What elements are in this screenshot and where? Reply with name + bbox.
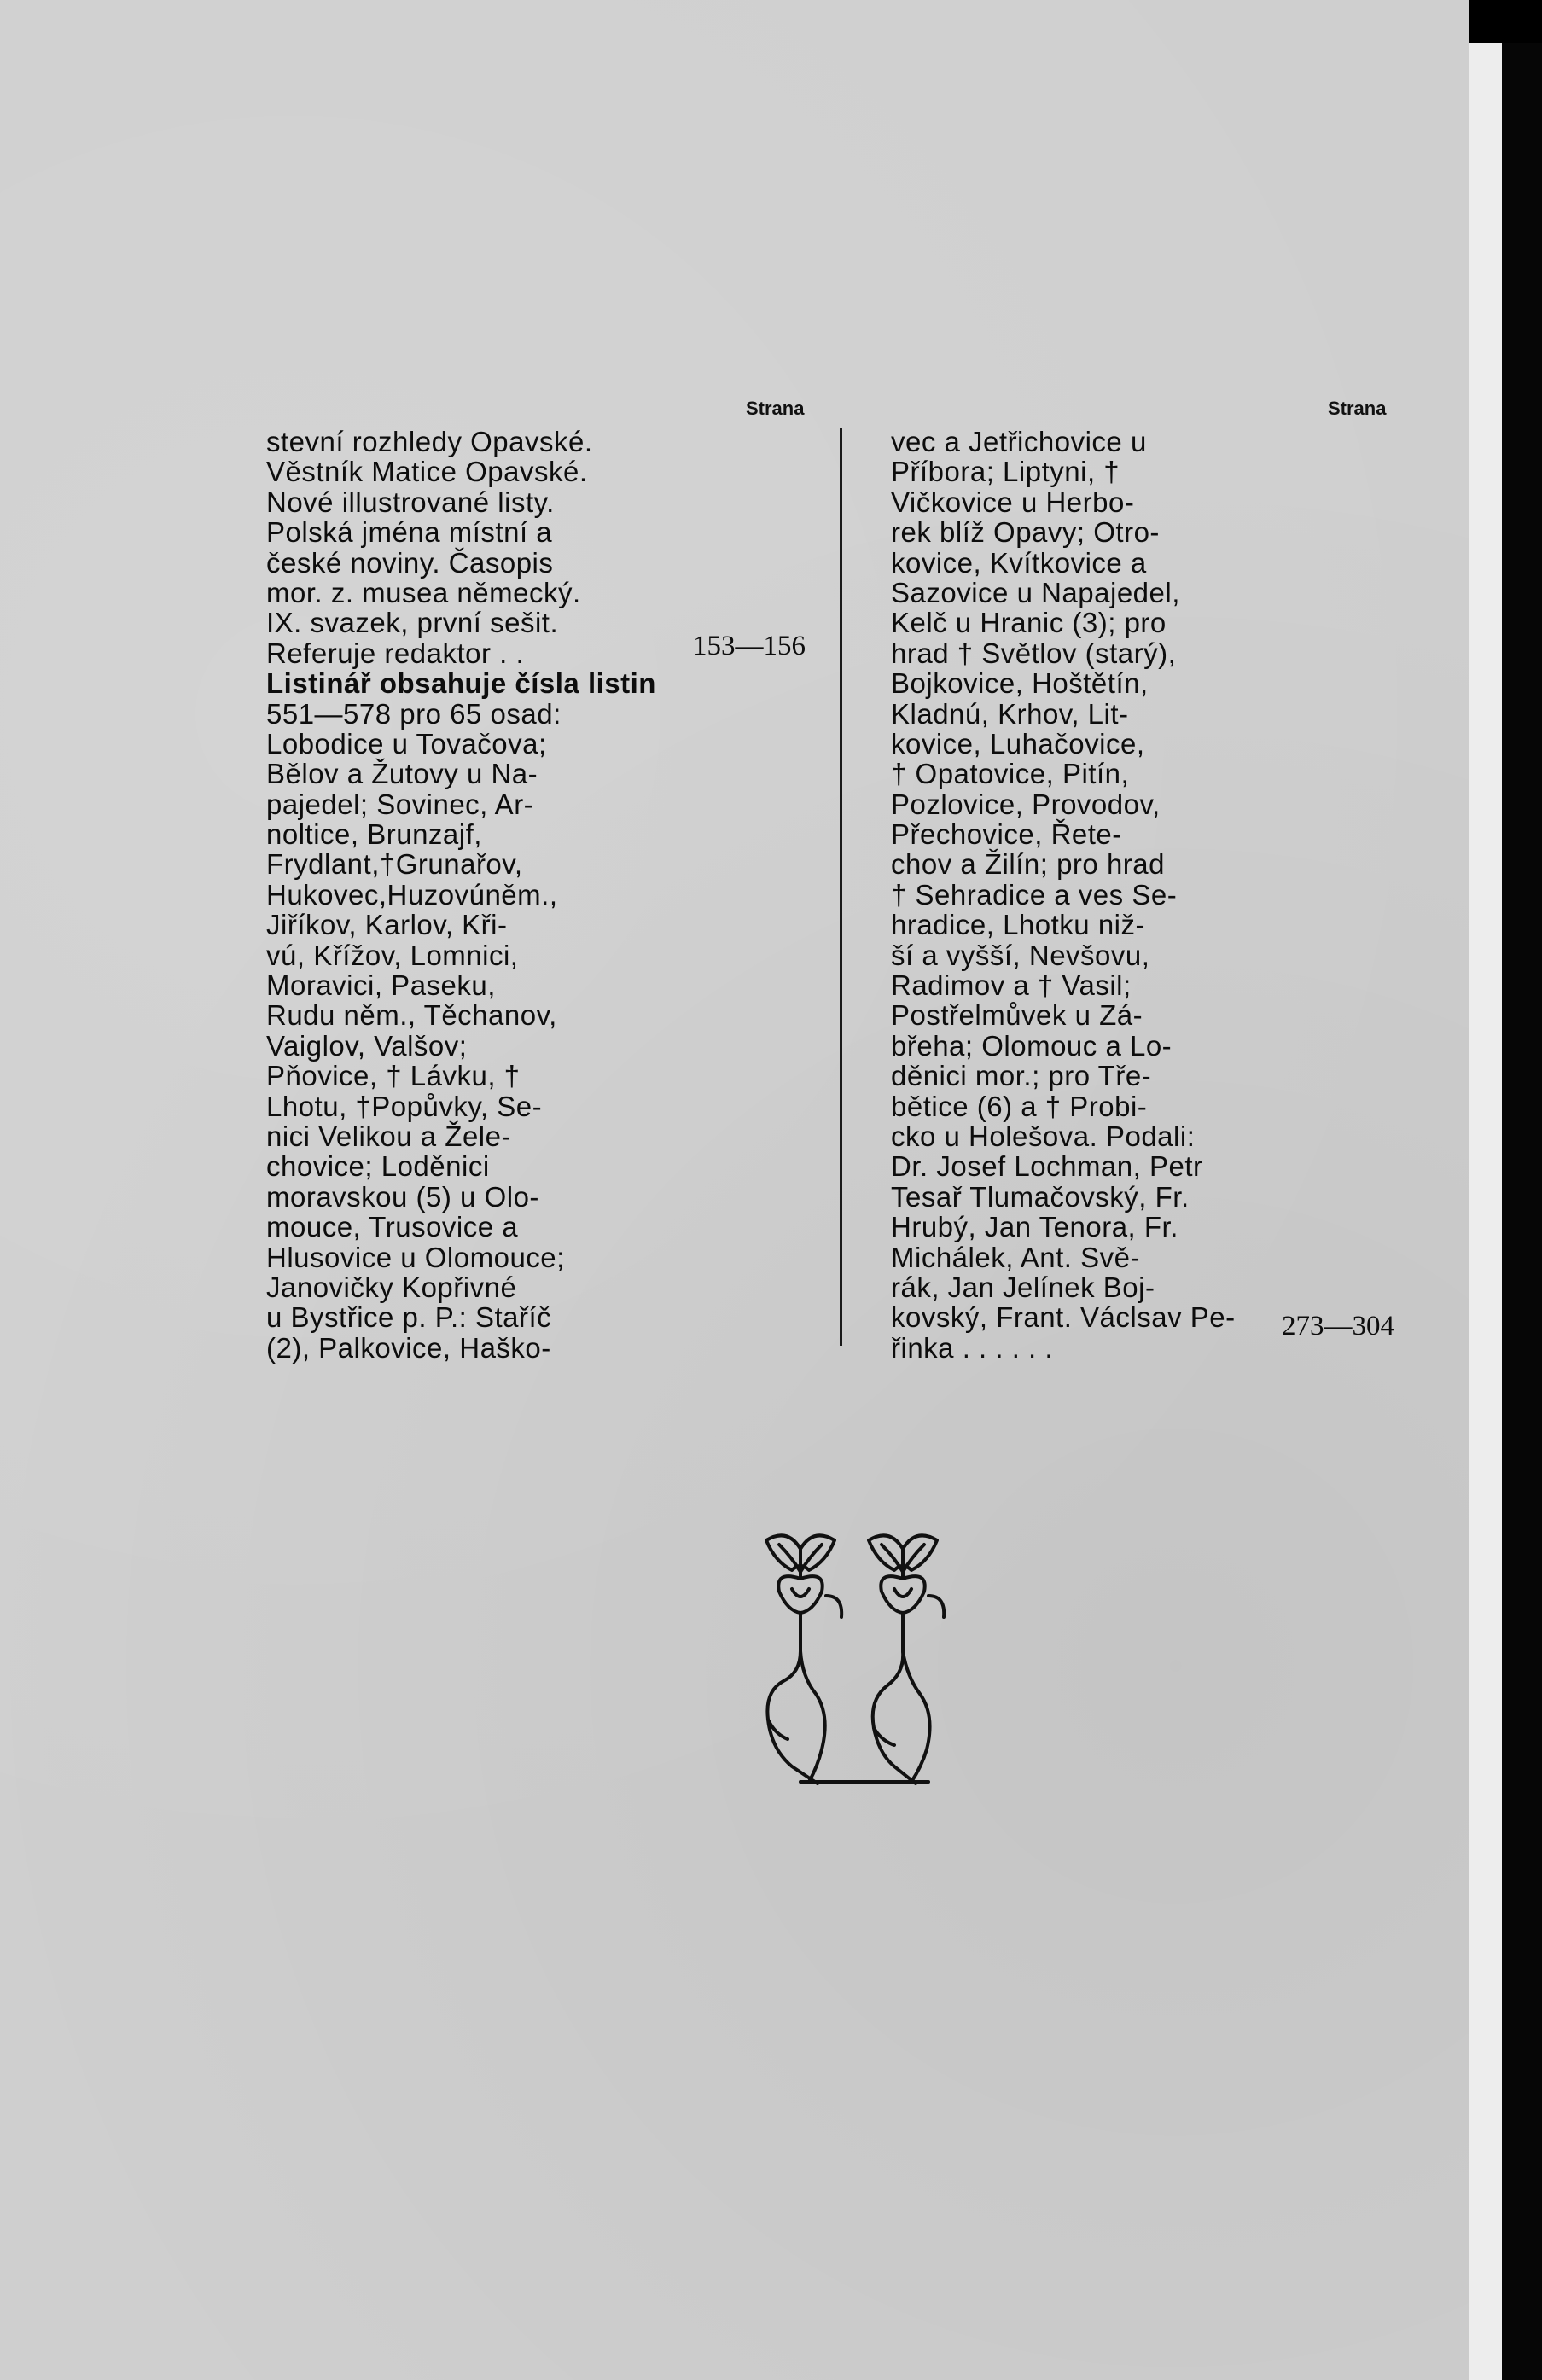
right-column-line: hradice, Lhotku niž- [891,909,1145,941]
left-column-line: Rudu něm., Těchanov, [266,999,557,1032]
left-column-line: (2), Palkovice, Haško- [266,1331,551,1364]
left-column-line: Polská jména místní a [266,516,553,549]
right-column-line: bětice (6) a † Probi- [891,1090,1148,1122]
left-column-line: Referuje redaktor . . [266,637,525,669]
left-column-line: u Bystřice p. P.: Staříč [266,1301,552,1334]
right-column-line: Vičkovice u Herbo- [891,486,1135,518]
left-column-line: stevní rozhledy Opavské. [266,426,593,457]
scan-corner [1469,0,1542,43]
right-column-line: Hrubý, Jan Tenora, Fr. [891,1211,1178,1243]
right-column-line: Sazovice u Napajedel, [891,576,1180,608]
right-column-header: Strana [1328,398,1387,419]
right-column-line: vec a Jetřichovice u [891,426,1147,457]
column-divider [840,428,842,1346]
right-column-line: Bojkovice, Hoštětín, [891,667,1149,700]
right-column-line: ší a vyšší, Nevšovu, [891,939,1150,971]
left-column-line: Bělov a Žutovy u Na- [266,758,538,790]
right-column-line: Pozlovice, Provodov, [891,788,1161,820]
left-column-line: Lhotu, †Popůvky, Se- [266,1090,543,1122]
left-column-line: mouce, Trusovice a [266,1211,519,1243]
left-column-line: 551—578 pro 65 osad: [266,697,562,730]
scan-border [1502,0,1542,2380]
left-column-header: Strana [746,398,805,419]
right-column-line: hrad † Světlov (starý), [891,637,1177,669]
left-column-line: Listinář obsahuje čísla listin [266,667,656,700]
right-column-text [891,427,1273,1363]
right-column-line: kovice, Kvítkovice a [891,546,1147,579]
left-column-line: Janovičky Kopřivné [266,1271,517,1303]
right-column-line: Kladnú, Krhov, Lit- [891,697,1129,730]
right-column-line: rek blíž Opavy; Otro- [891,516,1160,549]
right-column-line: cko u Holešova. Podali: [891,1120,1196,1152]
right-column-line: Radimov a † Vasil; [891,969,1132,1002]
right-column-line: řinka . . . . . . [891,1331,1054,1364]
left-column-line: Lobodice u Tovačova; [266,727,547,759]
right-column-line: chov a Žilín; pro hrad [891,848,1165,881]
right-column-line: Tesař Tlumačovský, Fr. [891,1180,1190,1213]
left-column-line: moravskou (5) u Olo- [266,1180,539,1213]
left-column-line: Pňovice, † Lávku, † [266,1060,521,1092]
left-column-line: Moravici, Paseku, [266,969,496,1002]
right-column-line: kovský, Frant. Václsav Pe- [891,1301,1236,1334]
left-column-line: Nové illustrované listy. [266,486,555,518]
left-column-text [266,427,684,1363]
right-column-line: břeha; Olomouc a Lo- [891,1029,1173,1062]
left-column-line: Vaiglov, Valšov; [266,1029,468,1062]
left-column-line: IX. svazek, první sešit. [266,607,559,639]
left-column-line: vú, Křížov, Lomnici, [266,939,519,971]
left-column-line: Jiříkov, Karlov, Kři- [266,909,508,941]
left-column-line: Hlusovice u Olomouce; [266,1241,565,1273]
left-column-line: české noviny. Časopis [266,546,554,579]
page-edge [1469,0,1502,2380]
right-column-line: kovice, Luhačovice, [891,727,1145,759]
right-column-line: † Sehradice a ves Se- [891,878,1178,911]
right-column-line: děnici mor.; pro Tře- [891,1060,1152,1092]
right-column-line: Kelč u Hranic (3); pro [891,607,1167,639]
left-column-line: chovice; Loděnici [266,1150,490,1183]
right-page-range: 273—304 [1282,1311,1394,1341]
left-column-line: nici Velikou a Žele- [266,1120,511,1152]
left-column-line: mor. z. musea německý. [266,576,581,608]
right-column-line: † Opatovice, Pitín, [891,758,1130,790]
right-column-line: Přechovice, Řete- [891,818,1122,851]
left-column-line: Věstník Matice Opavské. [266,456,588,488]
left-column-line: Frydlant,†Grunařov, [266,848,523,881]
left-column-line: pajedel; Sovinec, Ar- [266,788,534,820]
right-column-line: rák, Jan Jelínek Boj- [891,1271,1155,1303]
left-page-range: 153—156 [693,631,806,661]
right-column-line: Postřelmůvek u Zá- [891,999,1143,1032]
right-column-line: Příbora; Liptyni, † [891,456,1120,488]
right-column-line: Dr. Josef Lochman, Petr [891,1150,1203,1183]
lily-flower-ornament-icon [741,1510,988,1792]
left-column-line: Hukovec,Huzovúněm., [266,878,558,911]
left-column-line: noltice, Brunzajf, [266,818,482,851]
right-column-line: Michálek, Ant. Svě- [891,1241,1140,1273]
